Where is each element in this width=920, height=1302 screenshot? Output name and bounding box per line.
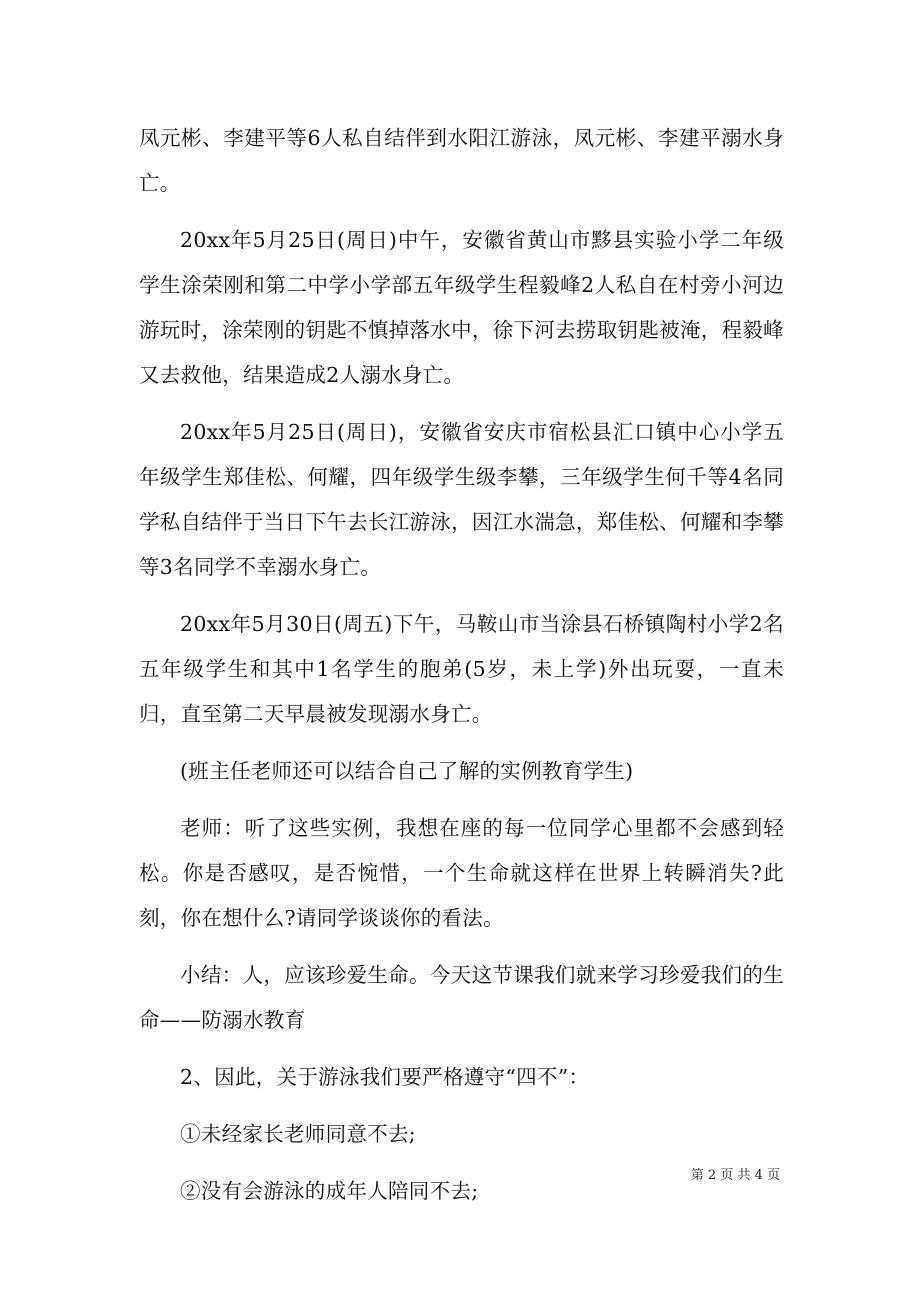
page-number-footer: 第 2 页 共 4 页 [690, 1168, 780, 1183]
paragraph-incident-maanshan: 20xx年5月30日(周五)下午，马鞍山市当涂县石桥镇陶村小学2名五年级学生和其中1名学生的胞弟(5岁，未上学)外出玩耍，一直未归，直至第二天早晨被发现溺水身亡。 [139, 612, 784, 726]
page-body [139, 116, 784, 1226]
paragraph-summary: 小结：人，应该珍爱生命。今天这节课我们就来学习珍爱我们的生命——防溺水教育 [139, 963, 784, 1032]
paragraph-teacher-note: (班主任老师还可以结合自己了解的实例教育学生) [180, 759, 634, 783]
list-item-rule-1: ①未经家长老师同意不去; [180, 1122, 417, 1146]
paragraph-incident-huangshan: 20xx年5月25日(周日)中午，安徽省黄山市黟县实验小学二年级学生涂荣刚和第二中学小学部五年级学生程毅峰2人私自在村旁小河边游玩时，涂荣刚的钥匙不慎掉落水中，徐下河去捞取钥匙被淹，程毅峰又去救他，结果造成2人溺水身亡。 [139, 228, 784, 387]
paragraph-incident-anqing: 20xx年5月25日(周日)，安徽省安庆市宿松县汇口镇中心小学五年级学生郑佳松、何耀，四年级学生级李攀，三年级学生何千等4名同学私自结伴于当日下午去长江游泳，因江水湍急，郑佳松、何耀和李攀等3名同学不幸溺水身亡。 [139, 420, 784, 579]
paragraph-continuation: 凤元彬、李建平等6人私自结伴到水阳江游泳，凤元彬、李建平溺水身亡。 [139, 126, 784, 195]
paragraph-teacher-question: 老师：听了这些实例，我想在座的每一位同学心里都不会感到轻松。你是否感叹，是否惋惜，一个生命就这样在世界上转瞬消失?此刻，你在想什么?请同学谈谈你的看法。 [139, 816, 784, 930]
list-item-rule-2: ②没有会游泳的成年人陪同不去; [180, 1179, 479, 1203]
paragraph-four-rules-heading: 2、因此，关于游泳我们要严格遵守“四不”： [180, 1065, 590, 1089]
